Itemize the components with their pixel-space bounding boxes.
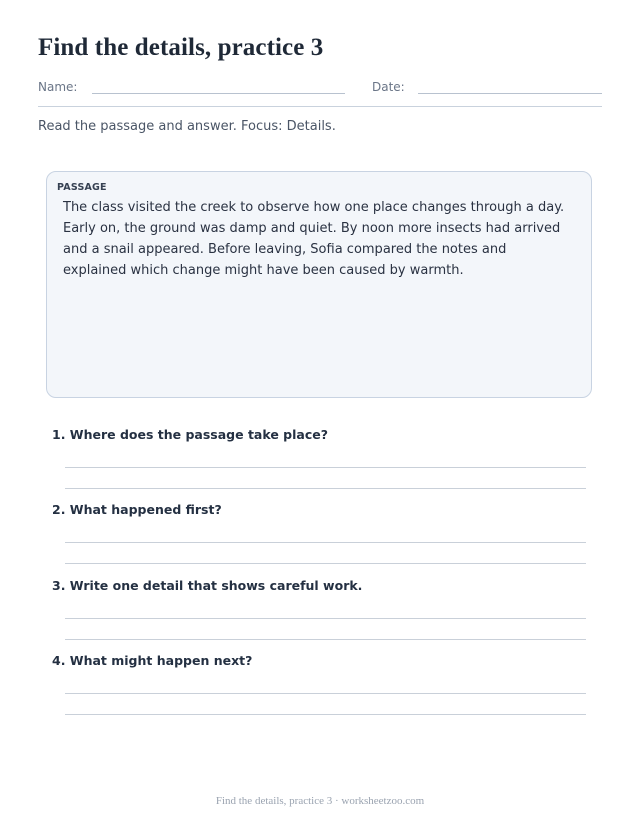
passage-text: The class visited the creek to observe how one place changes through a day. Early on, the ground was damp and quiet. By noon more insects had arrived and a snail appeared. Before leaving, Sofia compared the notes and explained which change might have been caused by warmth. <box>63 200 565 278</box>
answer-line[interactable] <box>65 693 586 694</box>
question-1 <box>52 427 592 442</box>
name-date-row <box>38 80 602 107</box>
question-2 <box>52 502 592 517</box>
question-text: 1. Where does the passage take place? <box>52 427 328 442</box>
answer-line[interactable] <box>65 639 586 640</box>
question-4 <box>52 653 592 668</box>
passage-box <box>46 171 592 398</box>
answer-line[interactable] <box>65 563 586 564</box>
passage-label: PASSAGE <box>57 182 107 193</box>
footer: Find the details, practice 3 · worksheetzoo.com <box>215 795 425 807</box>
name-field[interactable] <box>92 93 345 94</box>
date-field[interactable] <box>418 93 602 94</box>
answer-line[interactable] <box>65 618 586 619</box>
date-label: Date: <box>372 80 405 94</box>
question-text: 3. Write one detail that shows careful work. <box>52 578 363 593</box>
answer-line[interactable] <box>65 488 586 489</box>
instructions: Read the passage and answer. Focus: Details. <box>38 119 336 134</box>
question-text: 4. What might happen next? <box>52 653 253 668</box>
worksheet-title: Find the details, practice 3 <box>38 34 324 61</box>
question-3 <box>52 578 592 593</box>
answer-line[interactable] <box>65 714 586 715</box>
name-label: Name: <box>38 80 78 94</box>
answer-line[interactable] <box>65 542 586 543</box>
question-text: 2. What happened first? <box>52 502 222 517</box>
answer-line[interactable] <box>65 467 586 468</box>
